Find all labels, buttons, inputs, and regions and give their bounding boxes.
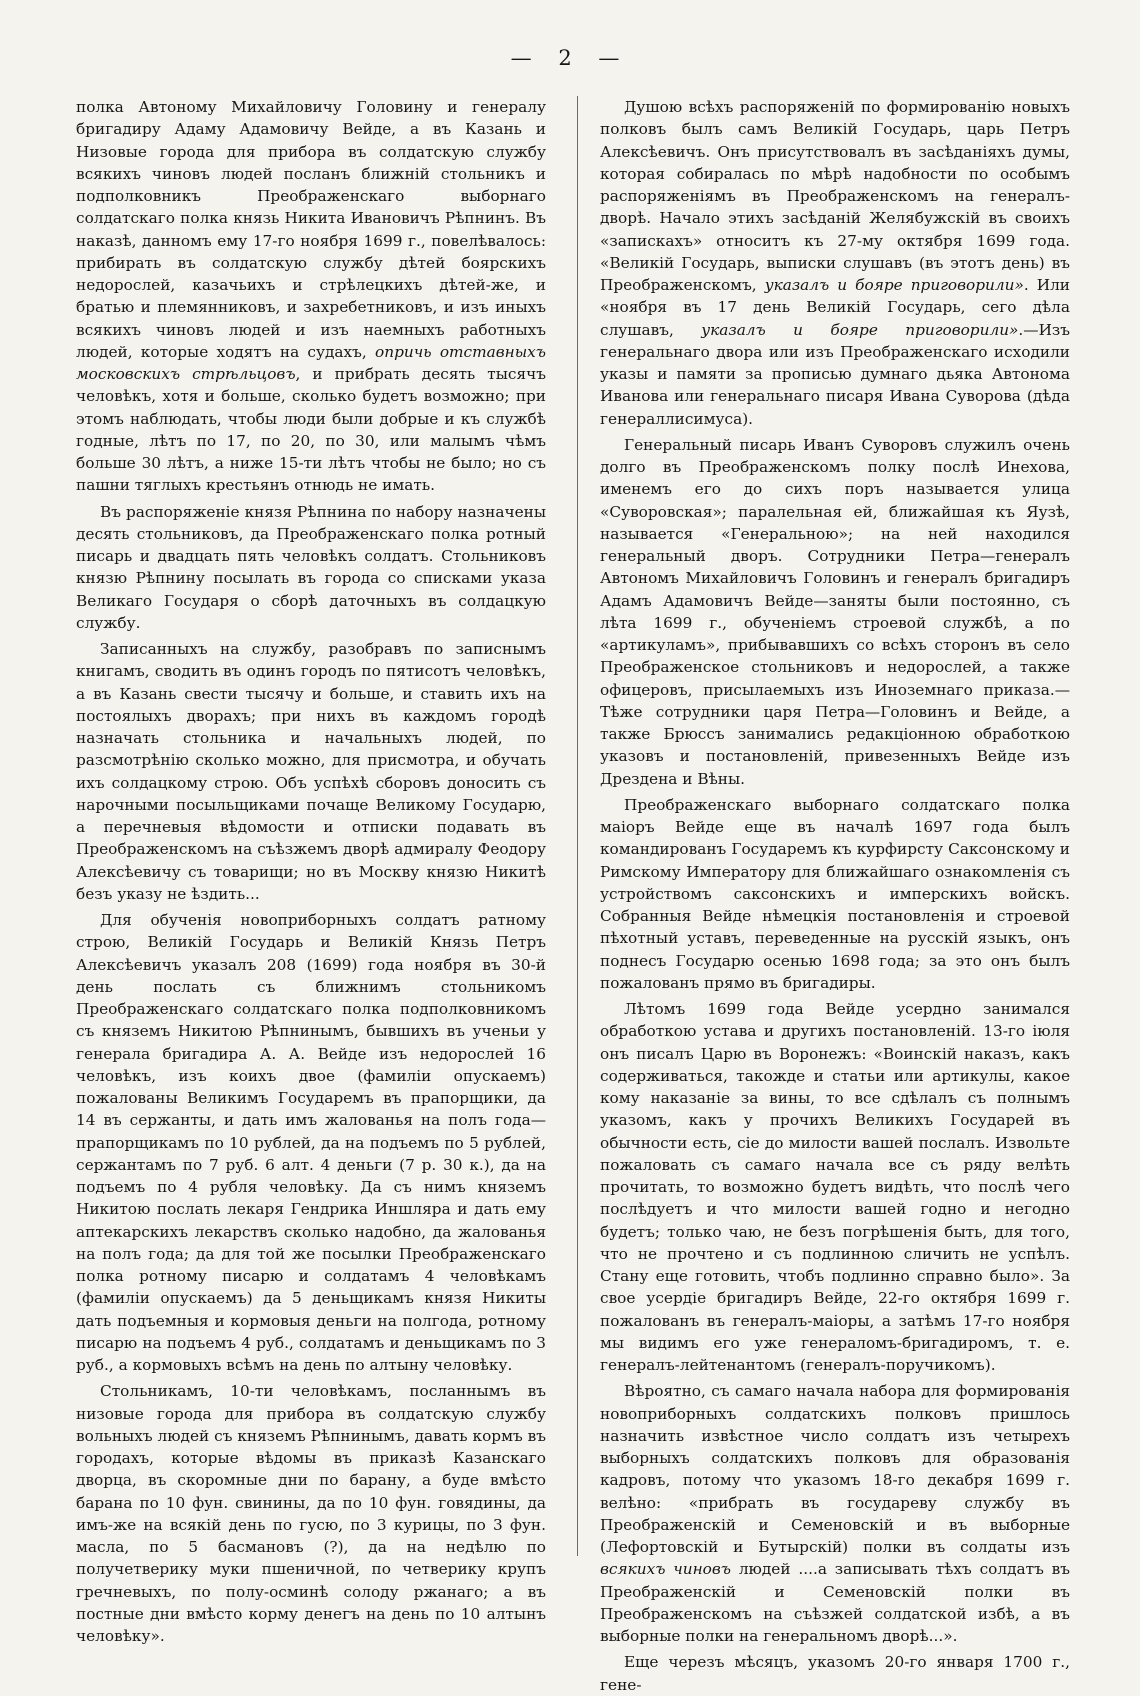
text-run: Вѣроятно, съ самаго начала набора для формированія новоприборныхъ солдатскихъ полковъ пришлось назначить извѣстное число солдатъ изъ четырехъ выборныхъ солдатскихъ полковъ для образованія кадровъ, потому что указомъ 18-го декабря 1699 г. велѣно: «прибрать въ государеву службу въ Преображенскій и Семеновскій и въ выборные (Лефортовскій и Бутырскій) полки въ солдаты изъ [600,1382,1070,1556]
paragraph [600,794,1070,994]
column-divider [577,96,578,1556]
text-run: людей ....а записывать тѣхъ солдатъ въ Преображенскій и Семеновскій полки въ Преображенскомъ на съѣзжей солдатской избѣ, а въ выборные полки на генеральномъ дворѣ...». [600,1560,1070,1645]
italic-run: всякихъ чиновъ [600,1560,731,1579]
text-run: Лѣтомъ 1699 года Вейде усердно занимался обработкою устава и другихъ постановленій. 13-го іюля онъ писалъ Царю въ Воронежъ: «Воинскій наказъ, какъ содерживаться, такожде и статьи или артикулы, какое кому наказаніе за вины, то все сдѣлалъ съ полнымъ указомъ, какъ у прочихъ Великихъ Государей въ обычности есть, сіе до милости вашей послалъ. Извольте пожаловать съ самаго начала все съ ряду велѣть прочитать, то возможно будетъ видѣть, что послѣ чего послѣдуетъ и что милости вашей годно и негодно будетъ; только чаю, не безъ погрѣшенія быть, для того, что не прочтено и съ подлинною сличить не успѣлъ. Стану еще готовить, чтобъ подлинно справно было». За свое усердіе бригадиръ Вейде, 22-го октября 1699 г. пожалованъ въ генералъ-маіоры, а затѣмъ 17-го ноября мы видимъ его уже генераломъ-бригадиромъ, т. е. генералъ-лейтенантомъ (генералъ-поручикомъ). [600,1000,1070,1374]
paragraph [600,1380,1070,1647]
text-run: . Или «ноября въ 17 день Великій Государь, сего дѣла слушавъ, [600,276,1070,339]
paragraph [76,1380,546,1647]
italic-run: указалъ и бояре приговорили» [764,276,1024,294]
paragraph [600,96,1070,430]
paragraph [76,909,546,1376]
left-column [76,96,546,1647]
paragraph [600,434,1070,790]
paragraph [76,638,546,905]
right-column [600,96,1070,1696]
text-run: полка Автоному Михайловичу Головину и генералу бригадиру Адаму Адамовичу Вейде, а въ Казань и Низовые города для прибора въ солдатскую службу всякихъ чиновъ людей посланъ ближній стольникъ и подполковникъ Преображенскаго выборнаго солдатскаго полка князь Никита Ивановичъ Рѣпнинъ. Въ наказѣ, данномъ ему 17-го ноября 1699 г., повелѣвалось: прибирать въ солдатскую службу дѣтей боярскихъ недорослей, казачьихъ и стрѣлецкихъ дѣтей-же, и братью и племянниковъ, и захребетниковъ, и изъ иныхъ всякихъ чиновъ людей и изъ наемныхъ работныхъ людей, которые ходятъ на судахъ, [76,98,546,361]
text-run: Еще черезъ мѣсяцъ, указомъ 20-го января 1700 г., гене- [600,1653,1070,1694]
paragraph [600,1651,1070,1696]
text-run: Преображенскаго выборнаго солдатскаго полка маіоръ Вейде еще въ началѣ 1697 года былъ командированъ Государемъ къ курфирсту Саксонскому и Римскому Императору для ближайшаго ознакомленія съ устройствомъ саксонскихъ и имперскихъ войскъ. Собранныя Вейде нѣмецкія постановленія и строевой пѣхотный уставъ, переведенные на русскій языкъ, онъ поднесъ Государю осенью 1698 года; за это онъ былъ пожалованъ прямо въ бригадиры. [600,795,1070,992]
text-run: Въ распоряженіе князя Рѣпнина по набору назначены десять стольниковъ, да Преображенскаго полка ротный писарь и двадцать пять человѣкъ солдатъ. Стольниковъ князю Рѣпнину посылать въ города со списками указа Великаго Государя о сборѣ даточныхъ въ солдацкую службу. [76,502,546,632]
text-run: Стольникамъ, 10-ти человѣкамъ, посланнымъ въ низовые города для прибора въ солдатскую службу вольныхъ людей съ княземъ Рѣпнинымъ, давать кормъ въ городахъ, которые вѣдомы въ приказѣ Казанскаго дворца, въ скоромные дни по барану, а буде вмѣсто барана по 10 фун. свинины, да по 10 фун. говядины, да имъ-же на всякій день по гусю, по 3 курицы, по 3 фун. масла, по 5 басмановъ (?), да на недѣлю по получетверику муки пшеничной, по четверику крупъ гречневыхъ, по полу-осминѣ солоду ржанаго; а въ постные дни вмѣсто корму денегъ на день по 10 алтынъ человѣку». [76,1382,546,1645]
paragraph [600,998,1070,1376]
paragraph [76,501,546,635]
page-number: — 2 — [510,46,630,70]
paragraph [76,96,546,497]
text-run: Душою всѣхъ распоряженій по формированію новыхъ полковъ былъ самъ Великій Государь, царь Петръ Алексѣевичъ. Онъ присутствовалъ въ засѣданіяхъ думы, которая собиралась по мѣрѣ надобности по особымъ распоряженіямъ въ Преображенскомъ на генералъ-дворѣ. Начало этихъ засѣданій Желябужскій въ своихъ «запискахъ» относитъ къ 27-му октября 1699 года. «Великій Государь, выписки слушавъ (въ этотъ день) въ Преображенскомъ, [600,98,1070,294]
text-run: Записанныхъ на службу, разобравъ по записнымъ книгамъ, сводить въ одинъ городъ по пятисотъ человѣкъ, а въ Казань свести тысячу и больше, и ставить ихъ на постоялыхъ дворахъ; при нихъ въ каждомъ городѣ назначать стольника и начальныхъ людей, по разсмотрѣнію сколько можно, для присмотра, и обучать ихъ солдацкому строю. Объ успѣхѣ сборовъ доносить съ нарочными посыльщиками почаще Великому Государю, а перечневыя вѣдомости и отписки подавать въ Преображенскомъ на съѣзжемъ дворѣ адмиралу Феодору Алексѣевичу съ товарищи; но въ Москву князю Никитѣ безъ указу не ѣздить... [76,640,546,903]
italic-run: опричь отставныхъ московскихъ стрѣльцовъ [76,342,546,383]
italic-run: указалъ и бояре приговорили» [701,320,1019,339]
text-run: .—Изъ генеральнаго двора или изъ Преображенскаго исходили указы и памяти за прописью думнаго дьяка Автонома Иванова или генеральнаго писаря Ивана Суворова (дѣда генераллисимуса). [600,320,1070,428]
text-run: , и прибрать десять тысячъ человѣкъ, хотя и больше, сколько будетъ возможно; при этомъ наблюдать, чтобы люди были добрые и къ службѣ годные, лѣтъ по 17, по 20, по 30, или малымъ чѣмъ больше 30 лѣтъ, а ниже 15-ти лѣтъ чтобы не было; но съ пашни тяглыхъ крестьянъ отнюдь не имать. [76,365,546,495]
text-run: Генеральный писарь Иванъ Суворовъ служилъ очень долго въ Преображенскомъ полку послѣ Инехова, именемъ его до сихъ поръ называется улица «Суворовская»; паралельная ей, ближайшая къ Яузѣ, называется «Генеральною»; на ней находился генеральный дворъ. Сотрудники Петра—генералъ Автономъ Михайловичъ Головинъ и генералъ бригадиръ Адамъ Адамовичъ Вейде—заняты были постоянно, съ лѣта 1699 г., обученіемъ строевой службѣ, а по «артикуламъ», прибывавшихъ со всѣхъ сторонъ въ село Преображенское стольниковъ и недорослей, а также офицеровъ, присылаемыхъ изъ Иноземнаго приказа.—Тѣже сотрудники царя Петра—Головинъ и Вейде, а также Брюссъ занимались редакціонною обработкою указовъ и постановленій, привезенныхъ Вейде изъ Дрездена и Вѣны. [600,435,1070,788]
text-run: Для обученія новоприборныхъ солдатъ ратному строю, Великій Государь и Великій Князь Петръ Алексѣевичъ указалъ 208 (1699) года ноября въ 30-й день послать съ ближнимъ стольникомъ Преображенскаго солдатскаго полка подполковникомъ съ княземъ Никитою Рѣпнинымъ, бывшихъ въ ученьи у генерала бригадира А. А. Вейде изъ недорослей 16 человѣкъ, изъ коихъ двое (фамиліи опускаемъ) пожалованы Великимъ Государемъ въ прапорщики, да 14 въ сержанты, и дать имъ жалованья на полъ года—прапорщикамъ по 10 рублей, да на подъемъ по 5 рублей, сержантамъ по 7 руб. 6 алт. 4 деньги (7 р. 30 к.), да на подъемъ по 4 рубля человѣку. Да съ нимъ княземъ Никитою послать лекаря Гендрика Иншляра и дать ему аптекарскихъ лекарствъ сколько надобно, да жалованья на полъ года; да для той же посылки Преображенскаго полка ротному писарю и солдатамъ 4 человѣкамъ (фамиліи опускаемъ) да 5 деньщикамъ князя Никиты дать подъемныя и кормовыя деньги на полгода, ротному писарю на подъемъ 4 руб., солдатамъ и деньщикамъ по 3 руб., а кормовыхъ всѣмъ на день по алтыну человѣку. [76,911,546,1374]
